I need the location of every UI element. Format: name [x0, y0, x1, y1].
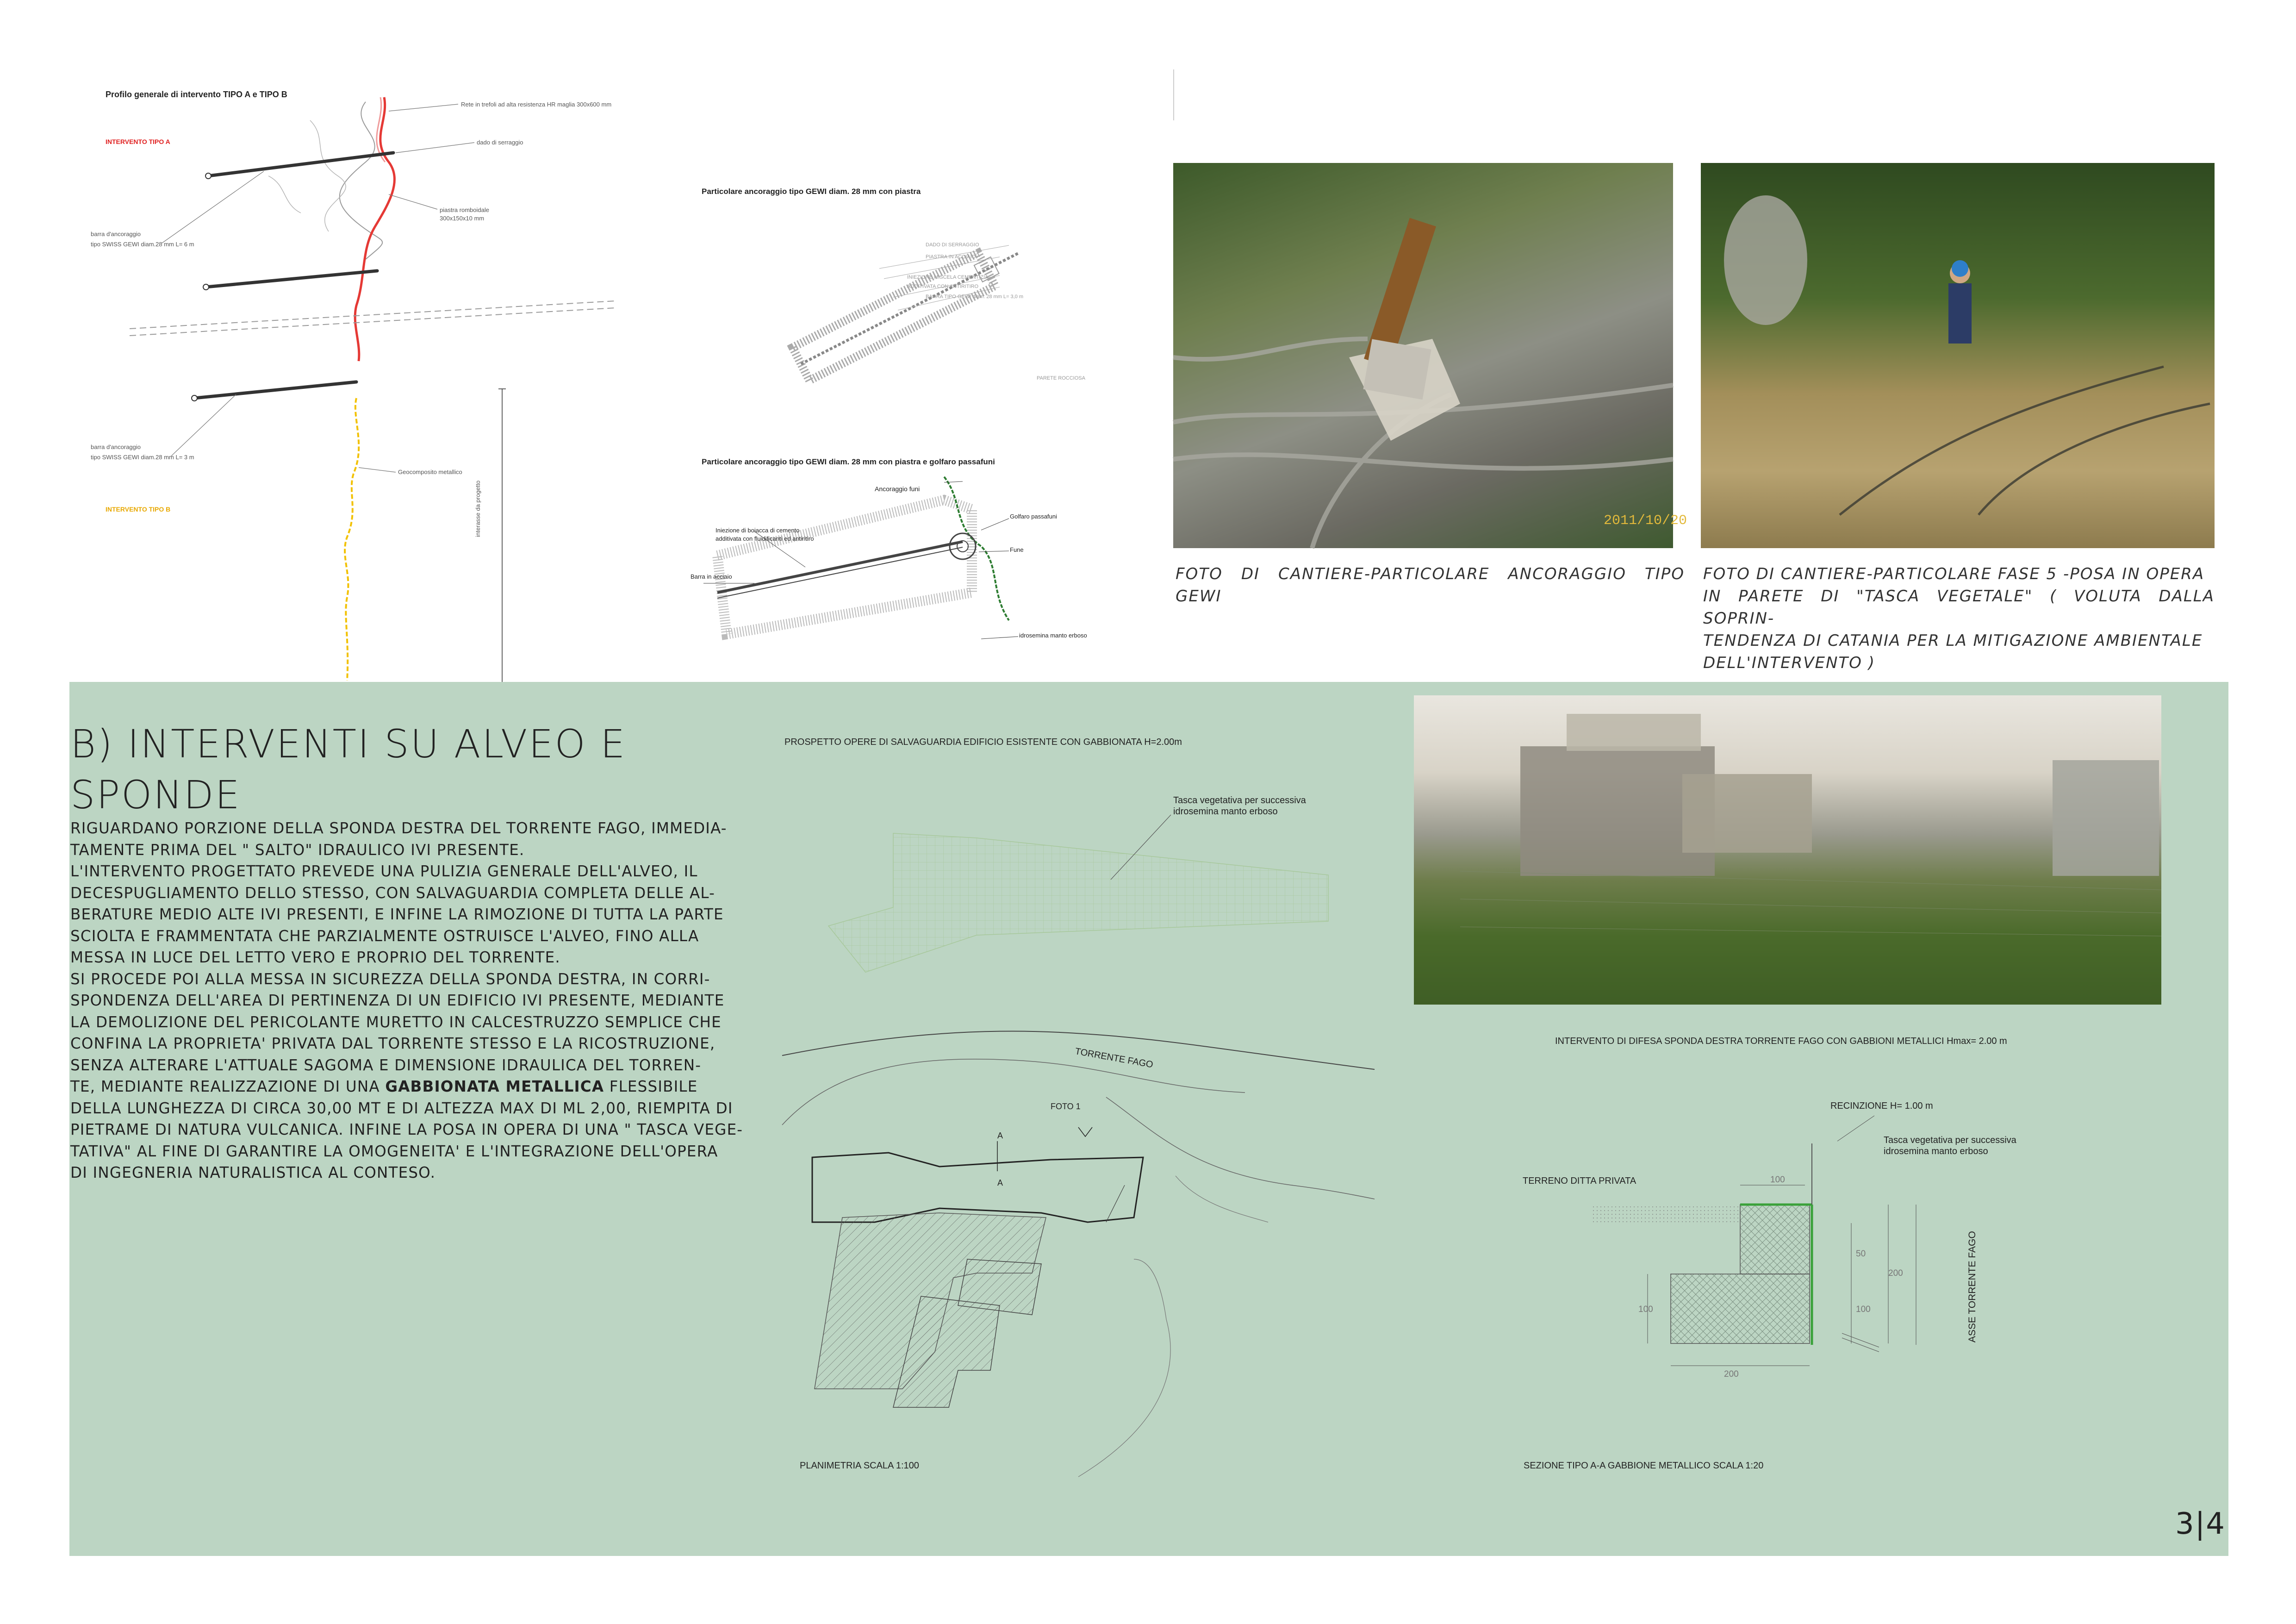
profile-lines: [69, 83, 717, 685]
barra2-label-1: barra d'ancoraggio: [91, 443, 141, 450]
intervento-b-label: INTERVENTO TIPO B: [106, 506, 171, 513]
golfaro-label: Golfaro passafuni: [1010, 513, 1057, 520]
geocomposito-label: Geocomposito metallico: [398, 468, 462, 475]
dado-label: dado di serraggio: [477, 139, 523, 146]
body-line: TATIVA" AL FINE DI GARANTIRE LA OMOGENEITA' E L'INTEGRAZIONE DELL'OPERA: [70, 1142, 718, 1160]
page-number: 3|4: [2175, 1507, 2226, 1541]
photo-caption-2-line: TENDENZA DI CATANIA PER LA MITIGAZIONE AMBIENTALE: [1703, 631, 2203, 650]
photo-tasca-sketch: [1701, 163, 2215, 548]
body-line: DECESPUGLIAMENTO DELLO STESSO, CON SALVAGUARDIA COMPLETA DELLE AL-: [70, 884, 716, 902]
prospetto-title: PROSPETTO OPERE DI SALVAGUARDIA EDIFICIO ESISTENTE CON GABBIONATA H=2.00m: [784, 737, 1182, 747]
photo-anchor-sketch: [1173, 163, 1687, 548]
section-b-title-line: B) INTERVENTI SU ALVEO E: [70, 721, 627, 767]
planimetria-drawing: [782, 1018, 1384, 1481]
barra2-label-2: tipo SWISS GEWI diam.28 mm L= 3 m: [91, 454, 194, 461]
tasca-label-1: Tasca vegetativa per successiva: [1173, 795, 1306, 806]
dim-left-100: 100: [1638, 1305, 1653, 1314]
svg-text:ADDITIVATA CON ANTIRITIRO: ADDITIVATA CON ANTIRITIRO: [907, 284, 979, 289]
dim-50: 50: [1856, 1249, 1866, 1259]
body-line: [70, 1076, 746, 1098]
body-line: L'INTERVENTO PROGETTATO PREVEDE UNA PULIZIA GENERALE DELL'ALVEO, IL: [70, 862, 698, 880]
svg-text:PARETE ROCCIOSA: PARETE ROCCIOSA: [1037, 375, 1085, 381]
rete-label: Rete in trefoli ad alta resistenza HR maglia 300x600 mm: [461, 101, 612, 108]
body-line: SPONDENZA DELL'AREA DI PERTINENZA DI UN EDIFICIO IVI PRESENTE, MEDIANTE: [70, 992, 725, 1009]
fune-label: Fune: [1010, 546, 1024, 553]
photo-caption-2-line: FOTO DI CANTIERE-PARTICOLARE FASE 5 -POSA IN OPERA: [1703, 565, 2205, 583]
body-line: MESSA IN LUCE DEL LETTO VERO E PROPRIO DEL TORRENTE.: [70, 949, 560, 966]
profile-title: Profilo generale di intervento TIPO A e TIPO B: [106, 90, 287, 99]
sezione-label: SEZIONE TIPO A-A GABBIONE METALLICO SCALA 1:20: [1524, 1461, 1764, 1471]
sezione-drawing: [1592, 1102, 2009, 1389]
dim-200-vertical: 200: [1888, 1268, 1903, 1278]
body-line: RIGUARDANO PORZIONE DELLA SPONDA DESTRA DEL TORRENTE FAGO, IMMEDIA-: [70, 819, 727, 837]
photo-anchor-gewi: [1173, 163, 1687, 548]
terreno-label: TERRENO DITTA PRIVATA: [1523, 1176, 1636, 1186]
sezione-tasca-label-1: Tasca vegetativa per successiva: [1884, 1135, 2016, 1145]
body-text: TE, MEDIANTE REALIZZAZIONE DI UNA: [70, 1078, 386, 1095]
anchor-details: [685, 176, 1148, 681]
body-line: SI PROCEDE POI ALLA MESSA IN SICUREZZA DELLA SPONDA DESTRA, IN CORRI-: [70, 970, 710, 988]
intervento-a-label: INTERVENTO TIPO A: [106, 138, 170, 145]
piastra-label-1: piastra romboidale: [440, 206, 489, 213]
body-line: TAMENTE PRIMA DEL " SALTO" IDRAULICO IVI PRESENTE.: [70, 841, 525, 859]
foto1-label: FOTO 1: [1051, 1102, 1081, 1111]
body-line: BERATURE MEDIO ALTE IVI PRESENTI, E INFINE LA RIMOZIONE DI TUTTA LA PARTE: [70, 906, 724, 923]
detail-title-1: Particolare ancoraggio tipo GEWI diam. 28 mm con piastra: [702, 187, 921, 196]
body-line: DELLA LUNGHEZZA DI CIRCA 30,00 MT E DI ALTEZZA MAX DI ML 2,00, RIEMPITA DI: [70, 1099, 733, 1117]
body-line: LA DEMOLIZIONE DEL PERICOLANTE MURETTO IN CALCESTRUZZO SEMPLICE CHE: [70, 1013, 722, 1031]
detail-drawings: [685, 176, 1148, 681]
svg-text:BARRA TIPO GEWI diam. 28 mm L=: BARRA TIPO GEWI diam. 28 mm L= 3,0 m: [926, 294, 1023, 300]
divider-line: [1173, 69, 1174, 120]
section-b-title-line: SPONDE: [70, 772, 241, 818]
profile-drawing: [69, 83, 717, 685]
photo-tasca-vegetale: [1701, 163, 2215, 548]
body-line: SENZA ALTERARE L'ATTUALE SAGOMA E DIMENSIONE IDRAULICA DEL TORREN-: [70, 1056, 702, 1074]
intervento-title: INTERVENTO DI DIFESA SPONDA DESTRA TORRENTE FAGO CON GABBIONI METALLICI Hmax= 2.00 m: [1555, 1036, 2007, 1046]
photo-caption-2-line: IN PARETE DI "TASCA VEGETALE" ( VOLUTA DALLA SOPRIN-: [1703, 587, 2215, 628]
barra-acciaio-label: Barra in acciaio: [691, 573, 732, 580]
body-line: CONFINA LA PROPRIETA' PRIVATA DAL TORRENTE STESSO E LA RICOSTRUZIONE,: [70, 1035, 716, 1052]
section-a-label-top: A: [997, 1131, 1003, 1140]
body-line: DI INGEGNERIA NATURALISTICA AL CONTESO.: [70, 1164, 436, 1181]
sezione-tasca-label-2: idrosemina manto erboso: [1884, 1146, 1988, 1156]
idrosemina-label: idrosemina manto erboso: [1019, 632, 1087, 639]
body-text: FLESSIBILE: [604, 1078, 698, 1095]
asse-label: ASSE TORRENTE FAGO: [1967, 1231, 1978, 1343]
iniezione-label-2: additivata con fluidificanti ed antiritiro: [716, 535, 814, 542]
body-line: PIETRAME DI NATURA VULCANICA. INFINE LA POSA IN OPERA DI UNA " TASCA VEGE-: [70, 1121, 743, 1138]
iniezione-label-1: Iniezione di boiacca di cemento: [716, 527, 800, 534]
svg-text:INIEZIONE MISCELA CEMENTIZIA: INIEZIONE MISCELA CEMENTIZIA: [907, 275, 989, 280]
planimetria-label: PLANIMETRIA SCALA 1:100: [800, 1461, 919, 1471]
svg-text:PIASTRA IN ACCIAIO: PIASTRA IN ACCIAIO: [926, 254, 976, 260]
svg-text:DADO DI SERRAGGIO: DADO DI SERRAGGIO: [926, 242, 979, 248]
torrente-label: TORRENTE FAGO: [1074, 1046, 1154, 1070]
interasse-label: interasse da progetto: [474, 480, 481, 537]
dim-top-100: 100: [1770, 1175, 1785, 1185]
ancoraggio-funi-label: Ancoraggio funi: [875, 485, 920, 493]
photo-site-gabbionata: [1414, 695, 2161, 1005]
photo-site-sketch: [1414, 695, 2161, 1005]
recinzione-label: RECINZIONE H= 1.00 m: [1830, 1101, 1933, 1111]
photo-caption-1: FOTO DI CANTIERE-PARTICOLARE ANCORAGGIO TIPO GEWI: [1176, 565, 1685, 606]
body-bold-text: GABBIONATA METALLICA: [385, 1078, 604, 1095]
dim-right-100: 100: [1856, 1305, 1871, 1314]
section-b-title: [70, 718, 626, 820]
section-a-label-bottom: A: [997, 1178, 1003, 1187]
svg-text:2011/10/20: 2011/10/20: [1604, 513, 1687, 529]
barra1-label-1: barra d'ancoraggio: [91, 231, 141, 237]
barra1-label-2: tipo SWISS GEWI diam.28 mm L= 6 m: [91, 241, 194, 248]
dim-bottom-200: 200: [1724, 1369, 1739, 1379]
detail-title-2: Particolare ancoraggio tipo GEWI diam. 28 mm con piastra e golfaro passafuni: [702, 457, 995, 466]
piastra-label-2: 300x150x10 mm: [440, 215, 485, 222]
photo-caption-2: [1703, 563, 2215, 674]
prospetto-drawing: [810, 787, 1342, 1000]
tasca-label-2: idrosemina manto erboso: [1173, 806, 1278, 817]
body-line: SCIOLTA E FRAMMENTATA CHE PARZIALMENTE OSTRUISCE L'ALVEO, FINO ALLA: [70, 927, 699, 945]
photo-caption-2-line: DELL'INTERVENTO ): [1703, 654, 1876, 672]
section-b-body: [70, 818, 746, 1184]
